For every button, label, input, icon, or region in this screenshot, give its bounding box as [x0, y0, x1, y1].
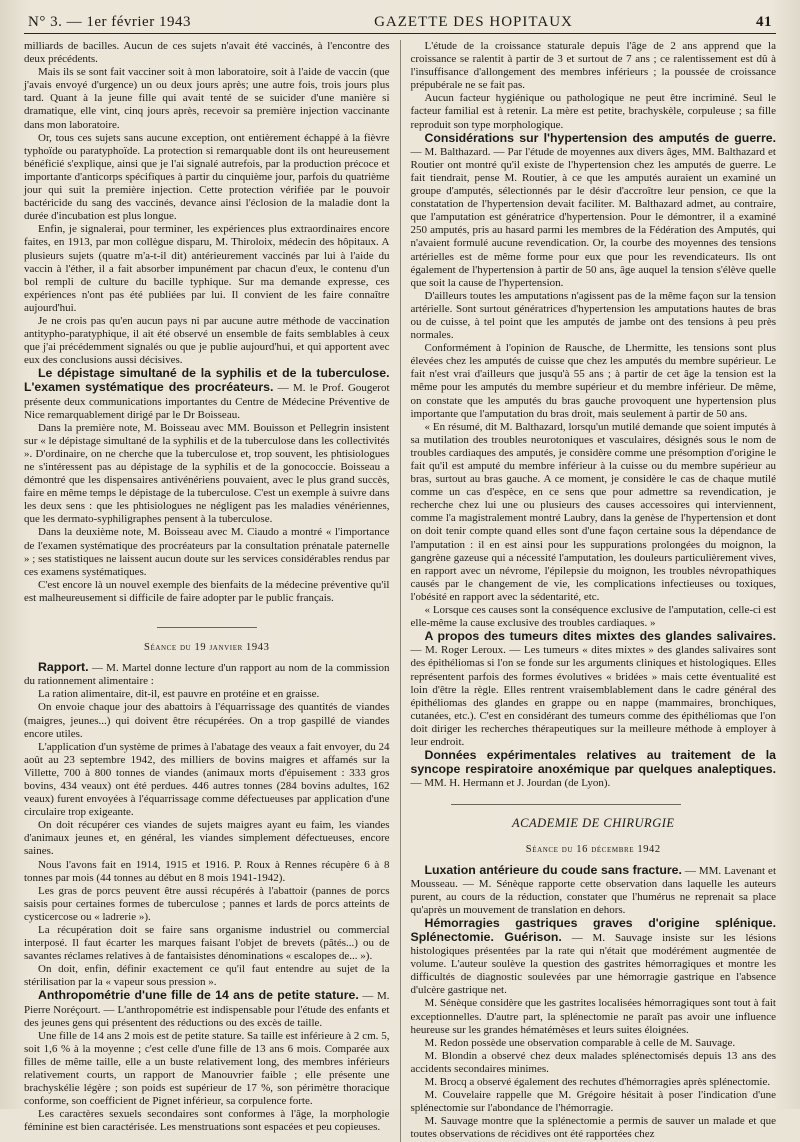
section-intro: — M. Balthazard. — Par l'étude de moyennes aux divers âges, MM. Balthazard et Routier ont montré qu'il existe de l'hypertension chez les amputés de guerre. Le fait tiendrait, pense M. Routier, à ce que les amputés auraient un examiné un groupe d'amputés, sélectionnés par le désir d'accroître leur pension, ce que la constatation de l'hypertension devait faciliter. M. Balthazard admet, au contraire, que l'amputation est génératrice d'hypertension. Pour le démontrer, il a examiné 250 amputés, pris au hasard parmi les membres de la Fédération des Amputés, qui n'avaient formulé aucune revendication. Or, la courbe des moyennes des tensions artérielles est de même forme pour eux que pour les revendicateurs. Ils ont également de l'hypertension à partir de 50 ans, âge auquel la tension s'élève quelle que soit la cause de l'hypertension.: [410, 145, 776, 289]
paragraph: Conformément à l'opinion de Rausche, de Lhermitte, les tensions sont plus élevées chez les amputés de cuisse que chez les amputés du membre supérieur. Le fait n'est vrai d'ailleurs que jusqu'à 55 ans ; à partir de cet âge la tension est la même pour les amputés du membre supérieur et du membre inférieur. De même, on constate que les amputés du bras gauche provoquent une hypertension plus importante que l'amputation du bras droit, mais seulement à partir de 50 ans.: [410, 342, 776, 420]
paragraph: Une fille de 14 ans 2 mois est de petite stature. Sa taille est inférieure à 2 cm. 5, soit 1,6 % à la moyenne ; c'est celle d'une fille de 13 ans 6 mois. Comparée aux filles de même taille, elle a un buste relativement long, des membres inférieurs relativement courts, un rapport de Manouvrier faible ; elle présente une brachyskélie légère ; son poids est supérieur de 17 %, son périmètre thoracique conforme, son coefficient de Pignet inférieur, sa corpulence forte.: [24, 1029, 390, 1108]
paragraph: La ration alimentaire, dit-il, est pauvre en protéine et en graisse.: [38, 688, 320, 701]
paragraph: Les gras de porcs peuvent être aussi récupérés à l'abattoir (pannes de porcs saisis pour certaines formes de tuberculose ; pannes et lards de porcs atteints de cysticercose ou « ladrerie »).: [24, 884, 390, 923]
section-intro: — M. le Prof. Gougerot présente deux communications importantes du Centre de Médecine Préventive de Nice remarquablement dirigé par le Dr Boisseau.: [24, 382, 390, 421]
paragraph: L'étude de la croissance staturale depuis l'âge de 2 ans apprend que la croissance se ralentit à partir de 3 et surtout de 7 ans ; ce ralentissement est dû à l'insuffisance d'allongement des membres inférieurs ; la poussée de croissance prépubérale ne se fait pas.: [410, 40, 776, 92]
section-heading: Le dépistage simultané de la syphilis et de la tuberculose. L'examen systématique des procréateurs.: [24, 366, 390, 395]
section-intro: — M. Pierre Noréçourt. — L'anthropométrie est indispensable pour l'étude des enfants et des jeunes gens qui présentent des réductions ou des excès de taille.: [24, 990, 390, 1029]
paragraph: Or, tous ces sujets sans aucune exception, ont entièrement échappé à la fièvre typhoïde ou paratyphoïde. La protection si remarquable dont ils ont heureusement bénéficié s'explique, ainsi que je l'ai signalé autrefois, par la production précoce et importante d'anticorps spécifiques à partir du cinquième jour, parfois du quatrième jour qui suit la première injection. Cette protection vérifiée par le pouvoir bactéricide du sang des vaccinés, devance ainsi l'éclosion de la maladie dont la durée d'incubation est plus longue.: [24, 131, 390, 223]
paragraph: On envoie chaque jour des abattoirs à l'équarrissage des quantités de viandes (maigres, jeunes...) qui doivent être récupérées. On a trop gaspillé de viandes encore utiles.: [24, 701, 390, 740]
section-intro: — MM. Lavenant et Mousseau. — M. Sénèque rapporte cette observation dans laquelle les auteurs purent, au cours de la réduction, constater que l'humérus ne reprenait sa place qu'après un mouvement de translation en dehors.: [410, 864, 777, 916]
section-heading: Données expérimentales relatives au traitement de la syncope respiratoire anoxémique par quelques analeptiques.: [410, 748, 776, 777]
paragraph: Mais ils se sont fait vacciner soit à mon laboratoire, soit à l'aide de vaccin (que j'avais envoyé d'urgence) un ou deux jours après; une autre fois, trois jours plus tard. Quant à la jeune fille qui avait tenté de se suicider d'une manière si dramatique, elle vint, cinq jours après, recevoir sa première injection vaccinante dans mon laboratoire.: [24, 66, 390, 131]
paragraph: M. Couvelaire rappelle que M. Grégoire hésitait à poser l'indication d'une splénectomie sur l'abondance de l'hémorragie.: [410, 1089, 776, 1115]
section-intro: — M. Sauvage insiste sur les lésions histologiques présentées par la rate qui n'était que modérément augmentée de volume. L'auteur soulève la question des gastrites hémorragiques et montre les difficultés de diagnostic soulevées par une hémorragie gastrique en l'absence d'ulcère gastrique net.: [410, 932, 777, 997]
page-header: [24, 14, 776, 34]
session-heading: Séance du 19 janvier 1943: [144, 642, 270, 654]
paragraph: Aucun facteur hygiénique ou pathologique ne peut être incriminé. Seul le facteur familial est à retenir. La mère est petite, brachyskèle, corpuleuse ; sa fille reproduit son type morphologique.: [410, 92, 776, 131]
paragraph: La récupération doit se faire sans organisme industriel ou commercial interposé. Il faut écarter les marques faisant l'objet de brevets (pâtés...) ou de savantes réclames relatives à de fantaisistes dénominations « escalopes de... »).: [24, 924, 390, 963]
section-anthropometrie: [24, 989, 390, 1029]
section-heading: Rapport.: [38, 660, 89, 675]
section-intro: — M. Martel donne lecture d'un rapport au nom de la commission du rationnement alimentaire :: [24, 662, 390, 688]
paragraph: C'est encore là un nouvel exemple des bienfaits de la médecine préventive qu'il est malheureusement si difficile de faire adopter par le public français.: [24, 578, 390, 604]
section-luxation: [411, 864, 777, 917]
paragraph: M. Sénèque considère que les gastrites localisées hémorragiques sont tout à fait exceptionnelles. D'autre part, la splénectomie ne paraît pas avoir une influence heureuse sur les grandes hématémèses et leurs suites éloignées.: [410, 997, 776, 1036]
paragraph: Dans la première note, M. Boisseau avec MM. Bouisson et Pellegrin insistent sur « le dépistage simultané de la syphilis et de la tuberculose dans les collectivités ». D'ordinaire, on ne cherche que la tuberculose et, trop souvent, les phtisiologues ne s'intéressent pas au dépistage de la syphilis et de la gonococcie. Boisseau a démontré que les dispensaires antivénériens pouvaient, avec le plus grand succès, faire en même temps le dépistage de la tuberculose. C'est un exemple à suivre dans les deux sens : que les phtisiologues ne négligent pas les maladies vénériennes, que les dermato-syphiligraphes pensent à la tuberculose.: [24, 421, 390, 526]
session-heading: Séance du 16 décembre 1942: [525, 844, 661, 856]
section-depistage: [24, 367, 390, 421]
paragraph: Nous l'avons fait en 1914, 1915 et 1916. P. Roux à Rennes récupère 6 à 8 tonnes par mois (44 tonnes au début en 8 mois 1941-1942).: [24, 858, 390, 884]
paragraph: M. Blondin a observé chez deux malades splénectomisés depuis 13 ans des accidents secondaires minimes.: [410, 1049, 776, 1075]
section-heading: Luxation antérieure du coude sans fracture.: [424, 862, 682, 877]
section-tumeurs: [411, 630, 777, 749]
issue-date: N° 3. — 1er février 1943: [28, 14, 191, 30]
section-heading: Hémorragies gastriques graves d'origine splénique. Splénectomie. Guérison.: [410, 915, 776, 944]
journal-title: GAZETTE DES HOPITAUX: [374, 14, 573, 30]
left-column: [24, 40, 400, 1142]
divider: [157, 627, 257, 628]
paragraph: L'application d'un système de primes à l'abatage des veaux a fait envoyer, du 24 août au 23 septembre 1942, des milliers de bovins maigres et affamés sur la Villette, 700 à 800 tonnes de viandes (animaux morts d'épuisement : 333 gros bovins, 434 veaux) ont été perdues. 446 autres tonnes (284 bovins adultes, 162 veaux) furent envoyées à l'équarrissage comme défectueuses par application d'une circulaire trop exigeante.: [24, 740, 390, 819]
paragraph: On doit, enfin, définir exactement ce qu'il faut entendre au sujet de la stérilisation par la « vapeur sous pression ».: [24, 963, 390, 989]
paragraph: On doit récupérer ces viandes de sujets maigres ayant eu faim, les viandes d'animaux jeunes et, en général, les viandes simplement défectueuses, encore saines.: [24, 819, 390, 858]
paragraph: Dans la deuxième note, M. Boisseau avec M. Ciaudo a montré « l'importance de l'examen systématique des procréateurs par la consultation prénatale paternelle » ; ses statistiques ne laissent aucun doute sur les services considérables rendus par ces examens systématiques.: [24, 526, 390, 578]
right-column: [400, 40, 777, 1142]
paragraph: M. Sauvage montre que la splénectomie a permis de sauver un malade et que toutes observations de récidives ont été rapportées chez: [410, 1115, 776, 1141]
section-rapport: [24, 661, 390, 688]
section-heading: Anthropométrie d'une fille de 14 ans de petite stature.: [38, 988, 359, 1003]
paragraph: milliards de bacilles. Aucun de ces sujets n'avait été vaccinés, à l'encontre des deux précédents.: [24, 40, 390, 66]
section-hemorragies: [411, 917, 777, 998]
paragraph: Les caractères sexuels secondaires sont conformes à l'âge, la morphologie féminine est bien caractérisée. Les menstruations sont espacées et peu copieuses.: [24, 1108, 390, 1134]
section-heading: A propos des tumeurs dites mixtes des glandes salivaires.: [424, 629, 776, 644]
paragraph: Enfin, je signalerai, pour terminer, les expériences plus extraordinaires encore faites, en 1913, par mon collègue disparu, M. Thiroloix, médecin des hôpitaux. A plusieurs sujets (quatre m'a-t-il dit) antérieurement vaccinés par lui à l'aide du vaccin à l'éther, il a fait absorber impunément par chacun d'eux, le contenu d'un bol rempli de culture du bacille typhique. Sur ma demande expresse, ces expériences n'ont pas été publiées par lui. Il convient de les faire connaître aujourd'hui.: [24, 223, 390, 314]
section-heading: Considérations sur l'hypertension des amputés de guerre.: [424, 130, 776, 145]
page-number: 41: [755, 14, 772, 30]
section-hypertension: [411, 132, 777, 290]
paragraph: D'ailleurs toutes les amputations n'agissent pas de la même façon sur la tension artérielle. Sont surtout génératrices d'hypertension les amputations hautes de bras ou de cuisse, à tel point que les amputés de jambe ont des tensions à peu près normales.: [410, 289, 776, 342]
paragraph: M. Redon possède une observation comparable à celle de M. Sauvage.: [424, 1036, 736, 1049]
paragraph: « En résumé, dit M. Balthazard, lorsqu'un mutilé demande que soient imputés à sa mutilation des troubles neurotoniques et vasculaires, désignés sous le nom de troubles cardiaques des amputés, je considère comme une présomption d'origine le fait qu'il est amputé du membre inférieur à la cuisse ou du membre supérieur au bras, surtout au bras gauche. A ce moment, je considère le cas de chaque mutilé comme un cas d'espèce, en ce sens que pour admettre sa revendication, je recherche chez lui une ou plusieurs des causes accessoires qui interviennent, comme l'a magistralement montré Laubry, dans la genèse de l'hypertension et dont on doit tenir compte quand elles sont d'une façon certaine sous la dépendance de l'amputation : il en est ainsi pour les suppurations prolongées du moignon, la gangrène gazeuse qui a nécessité l'amputation, les douleurs particulièrement vives, en rapport avec un névrome, l'épilepsie du moignon, les troubles névropathiques causés par le changement de vie, les complications infectieuses ou toxiques, l'obésité en rapport avec la sédentarité, etc.: [410, 420, 776, 603]
section-intro: — M. Roger Leroux. — Les tumeurs « dites mixtes » des glandes salivaires sont des épithéliomas si l'on se fonde sur les arguments cliniques et histologiques. Elles représentent parfois des formes évolutives « bridées » mais cette éventualité est loin d'être la règle. Elles rentrent vraisemblablement dans le cadre général des épithéliomas des glandes en grappe ou en nappe (mammaires, bronchiques, cutanées, etc.). C'est en considérant des tumeurs comme des épithéliomas que l'on doit diriger les recherches thérapeutiques sur la meilleure méthode à employer à leur endroit.: [410, 644, 776, 748]
two-column-body: [24, 40, 776, 1142]
section-donnees: [411, 749, 777, 790]
paragraph: M. Brocq a observé également des rechutes d'hémorragies après splénectomie.: [424, 1076, 771, 1089]
divider: [451, 804, 681, 805]
paragraph: « Lorsque ces causes sont la conséquence exclusive de l'amputation, celle-ci est elle-même la cause exclusive des troubles cardiaques. »: [410, 604, 776, 630]
section-intro: — MM. H. Hermann et J. Jourdan (de Lyon).: [410, 777, 611, 790]
academy-heading: ACADEMIE DE CHIRURGIE: [511, 816, 675, 831]
paragraph: Je ne crois pas qu'en aucun pays ni par aucune autre méthode de vaccination antitypho-paratyphique, il ait été observé un ensemble de faits semblables à ceux que j'ai précédemment signalés ou que je publie aujourd'hui, et qui apportent avec eux des conclusions aussi décisives.: [24, 314, 390, 367]
